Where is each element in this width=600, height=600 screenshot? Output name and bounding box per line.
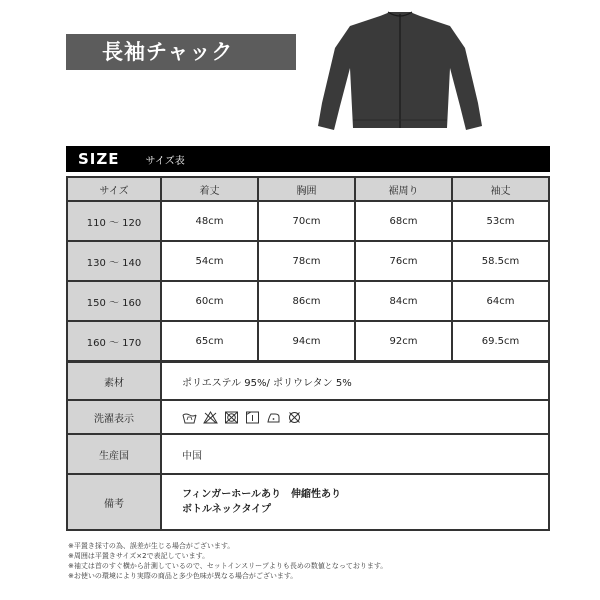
origin-value: 中国 bbox=[162, 435, 548, 473]
length-cell: 54cm bbox=[162, 242, 257, 280]
length-cell: 48cm bbox=[162, 202, 257, 240]
size-heading: SIZE bbox=[78, 150, 120, 168]
hem-cell: 92cm bbox=[356, 322, 451, 360]
footnote: ※平置き採寸の為、誤差が生じる場合がございます。 bbox=[68, 542, 235, 550]
material-label: 素材 bbox=[68, 363, 160, 399]
size-cell: 160 ～ 170 bbox=[68, 322, 160, 360]
wash-icons bbox=[182, 411, 548, 424]
origin-label: 生産国 bbox=[68, 435, 160, 473]
hem-cell: 84cm bbox=[356, 282, 451, 320]
table-row bbox=[68, 202, 548, 240]
sleeve-cell: 64cm bbox=[453, 282, 548, 320]
spec-table bbox=[66, 361, 550, 531]
material-value: ポリエステル 95%/ ポリウレタン 5% bbox=[162, 363, 548, 399]
sleeve-cell: 69.5cm bbox=[453, 322, 548, 360]
header-length: 着丈 bbox=[162, 178, 257, 200]
size-cell: 130 ～ 140 bbox=[68, 242, 160, 280]
product-title: 長袖チャック bbox=[66, 34, 296, 70]
chest-cell: 86cm bbox=[259, 282, 354, 320]
size-table bbox=[66, 176, 550, 362]
chest-cell: 70cm bbox=[259, 202, 354, 240]
note-line: フィンガーホールあり 伸縮性あり bbox=[182, 489, 341, 500]
wash-label: 洗濯表示 bbox=[68, 401, 160, 433]
footnotes bbox=[68, 541, 548, 581]
header-sleeve: 袖丈 bbox=[453, 178, 548, 200]
footnote: ※周囲は平置きサイズ×2で表記しています。 bbox=[68, 552, 210, 560]
no-bleach-icon bbox=[203, 411, 218, 424]
header-hem: 裾周り bbox=[356, 178, 451, 200]
size-table-header-row bbox=[68, 178, 548, 200]
chest-cell: 78cm bbox=[259, 242, 354, 280]
no-dry-clean-icon bbox=[287, 411, 302, 424]
table-row bbox=[68, 242, 548, 280]
notes-row bbox=[68, 475, 548, 529]
table-row bbox=[68, 322, 548, 360]
size-cell: 110 ～ 120 bbox=[68, 202, 160, 240]
size-section-header bbox=[66, 146, 550, 172]
line-dry-icon bbox=[245, 411, 260, 424]
material-row bbox=[68, 363, 548, 399]
origin-row bbox=[68, 435, 548, 473]
length-cell: 60cm bbox=[162, 282, 257, 320]
header-size: サイズ bbox=[68, 178, 160, 200]
hem-cell: 76cm bbox=[356, 242, 451, 280]
notes-value bbox=[162, 475, 548, 529]
footnote: ※お使いの環境により実際の商品と多少色味が異なる場合がございます。 bbox=[68, 572, 298, 580]
no-tumble-dry-icon bbox=[224, 411, 239, 424]
sleeve-cell: 58.5cm bbox=[453, 242, 548, 280]
table-row bbox=[68, 282, 548, 320]
wash-icons-cell bbox=[162, 401, 548, 433]
footnote: ※袖丈は首のすぐ横から計測しているので、セットインスリーブよりも長めの数値となっております。 bbox=[68, 562, 388, 570]
header-chest: 胸囲 bbox=[259, 178, 354, 200]
low-iron-icon bbox=[266, 411, 281, 424]
notes-label: 備考 bbox=[68, 475, 160, 529]
length-cell: 65cm bbox=[162, 322, 257, 360]
hand-wash-icon bbox=[182, 411, 197, 424]
sleeve-cell: 53cm bbox=[453, 202, 548, 240]
size-cell: 150 ～ 160 bbox=[68, 282, 160, 320]
jacket-image bbox=[300, 8, 500, 138]
chest-cell: 94cm bbox=[259, 322, 354, 360]
note-line: ボトルネックタイプ bbox=[182, 504, 271, 515]
hem-cell: 68cm bbox=[356, 202, 451, 240]
wash-row bbox=[68, 401, 548, 433]
size-subheading: サイズ表 bbox=[145, 155, 185, 167]
